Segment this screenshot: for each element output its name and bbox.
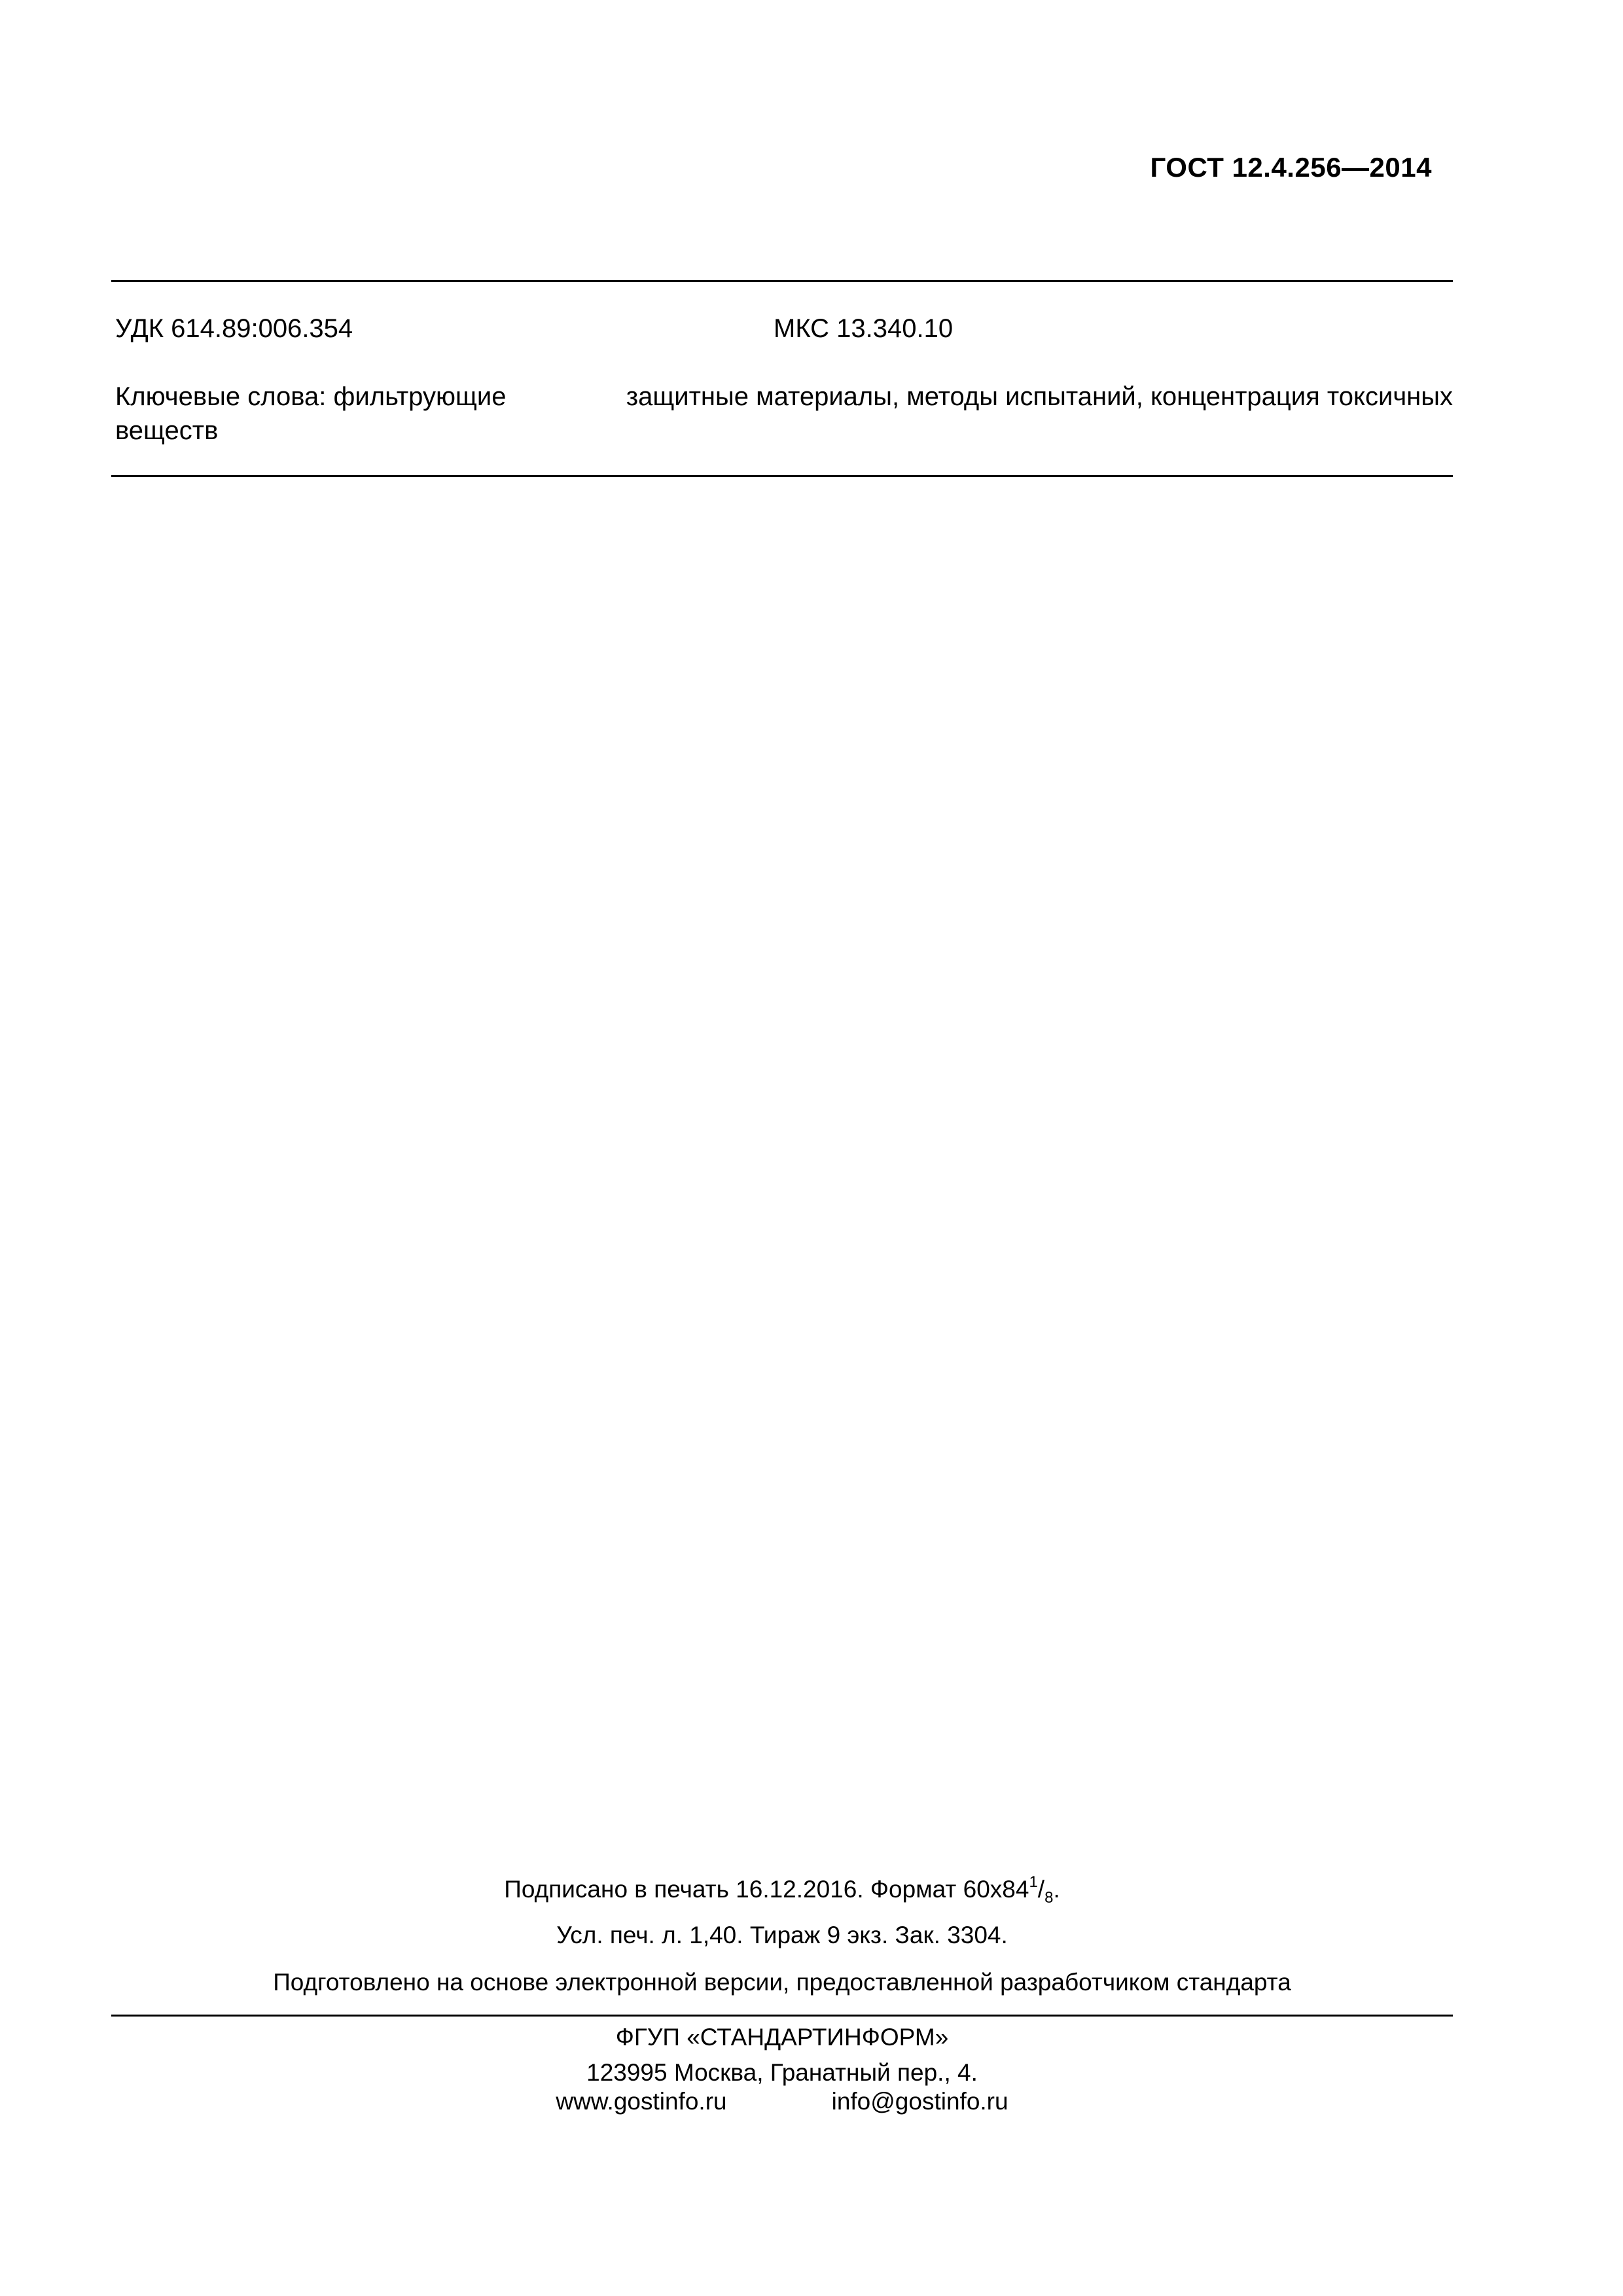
keywords-continuation: веществ: [115, 416, 219, 445]
website-link[interactable]: www.gostinfo.ru: [556, 2088, 727, 2115]
publisher-contacts: [111, 2088, 1453, 2115]
keywords-text: защитные материалы, методы испытаний, концентрация токсичных: [626, 382, 1453, 411]
email-link[interactable]: info@gostinfo.ru: [831, 2088, 1008, 2115]
publisher-address: 123995 Москва, Гранатный пер., 4.: [586, 2059, 978, 2086]
bottom-divider: [111, 2015, 1453, 2017]
keywords-line: [115, 380, 1453, 414]
signed-suffix: .: [1053, 1876, 1060, 1903]
mks-code: МКС 13.340.10: [774, 314, 954, 343]
classification-row: [115, 314, 1453, 353]
signed-for-print: [111, 1873, 1453, 1907]
prepared-note: Подготовлено на основе электронной версии, предоставленной разработчиком стандарта: [273, 1969, 1291, 1996]
top-divider: [111, 280, 1453, 282]
publisher-name: ФГУП «СТАНДАРТИНФОРМ»: [615, 2024, 949, 2051]
format-slash: /: [1037, 1876, 1045, 1903]
format-numerator: 1: [1029, 1873, 1038, 1891]
udk-code: УДК 614.89:006.354: [115, 314, 353, 343]
keywords-block: [115, 380, 1453, 448]
middle-divider: [111, 475, 1453, 477]
keywords-label: Ключевые слова: фильтрующие: [115, 382, 507, 411]
signed-text: Подписано в печать 16.12.2016. Формат 60x84: [504, 1876, 1029, 1903]
print-info: Усл. печ. л. 1,40. Тираж 9 экз. Зак. 3304.: [556, 1922, 1008, 1948]
format-denominator: 8: [1044, 1889, 1054, 1907]
standard-code: ГОСТ 12.4.256—2014: [1150, 152, 1432, 183]
